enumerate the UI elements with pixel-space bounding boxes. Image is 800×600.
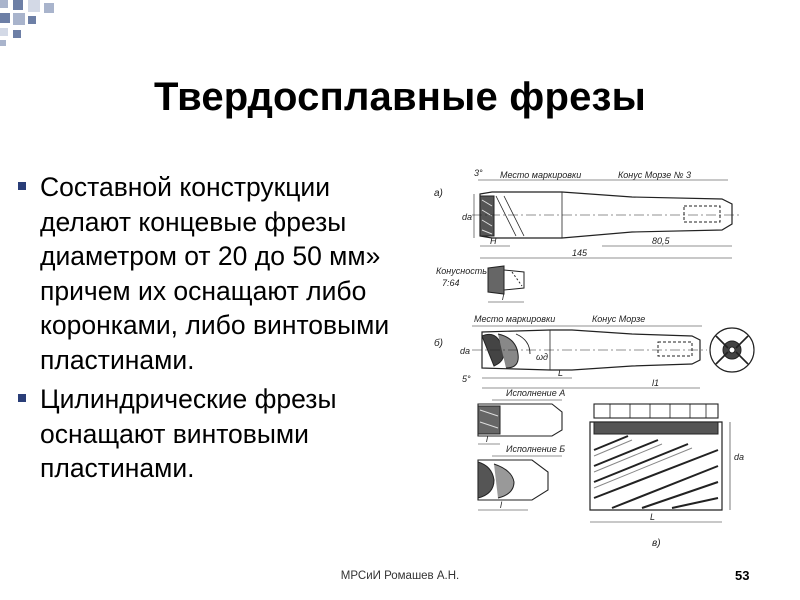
taper-label: Конусность [436,266,487,276]
dim-omega: ωд [536,352,548,362]
dim-l1: l1 [652,378,660,388]
bullet-item [14,170,414,377]
drawing-a [434,168,742,258]
dim-l-var-b: l [500,500,502,510]
corner-square [28,16,36,24]
dim-L-b: L [558,368,564,378]
angle-a: 3° [474,168,483,178]
bullet-text: Составной конструкции делают концевые фрезы диаметром от 20 до 50 мм» причем их оснащают либо коронками, либо винтовыми пластинами. [40,172,390,375]
dim-80-5: 80,5 [652,236,670,246]
marking-place-a: Место маркировки [500,170,582,180]
dim-da-v: dа [734,452,745,462]
bullet-text: Цилиндрические фрезы оснащают винтовыми пластинами. [40,384,337,483]
variant-a: Исполнение А [506,388,566,398]
label-b: б) [434,338,443,349]
dim-da-b: dа [460,346,471,356]
angle-b: 5° [462,374,471,384]
page-number: 53 [735,568,750,583]
slide-title: Твердосплавные фрезы [153,75,646,119]
corner-square [13,0,23,10]
corner-square [28,0,40,12]
morse-cone-b: Конус Морзе [592,314,646,324]
footer-author: МРСиИ Ромашев А.Н. [340,570,460,582]
variant-b: Исполнение Б [506,444,566,454]
dim-H: H [490,236,497,246]
drawing-variants [462,374,565,510]
corner-square [13,13,25,25]
dim-L-v: L [650,512,656,522]
morse-cone-a: Конус Морзе № 3 [618,170,692,180]
bullet-marker-icon [18,394,26,402]
dim-l-var-a: l [486,434,488,444]
bullet-list [14,170,414,491]
slide-footer [0,568,800,588]
corner-square [0,13,10,23]
drawing-taper [436,266,524,302]
dim-da-a: dа [462,212,473,222]
corner-square [0,28,8,36]
corner-decoration [0,0,800,48]
corner-square [44,3,54,13]
corner-square [0,40,6,46]
bullet-item [14,382,414,486]
drawing-b [434,314,754,388]
bullet-marker-icon [18,182,26,190]
dim-145: 145 [572,248,588,258]
marking-place-b: Место маркировки [474,314,556,324]
drawing-v [590,404,744,549]
dim-l-taper: l [502,292,504,302]
label-v: в) [652,538,661,549]
taper-value: 7:64 [442,278,460,288]
end-mill-technical-drawing [432,160,762,552]
corner-square [13,30,21,38]
corner-square [0,0,8,8]
label-a: а) [434,188,443,199]
